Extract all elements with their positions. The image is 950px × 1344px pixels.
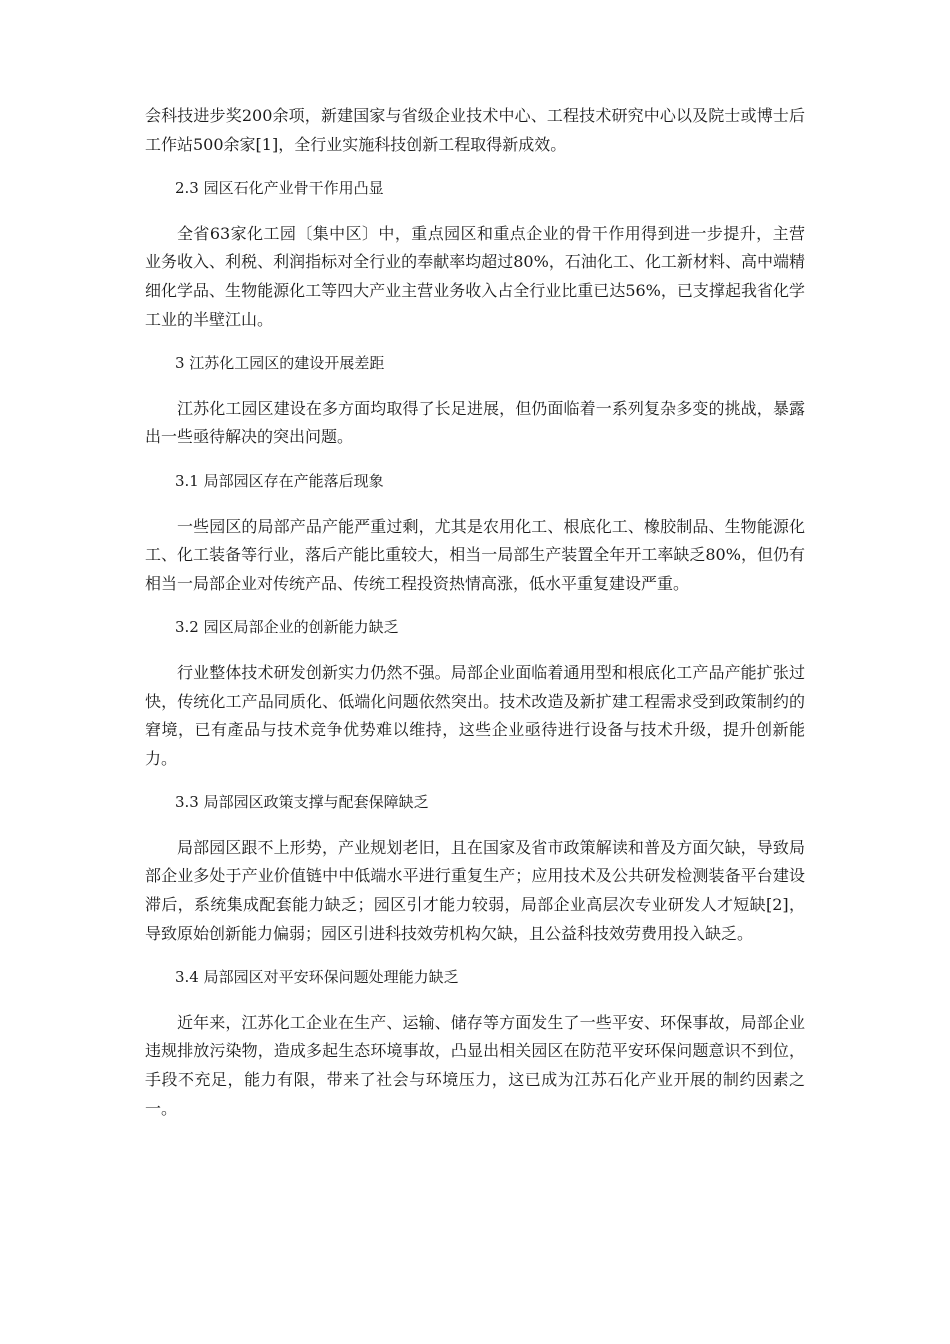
paragraph: 近年来，江苏化工企业在生产、运输、储存等方面发生了一些平安、环保事故，局部企业违规排放污染物，造成多起生态环境事故，凸显出相关园区在防范平安环保问题意识不到位，手段不充足，能力有限，带来了社会与环境压力，这已成为江苏石化产业开展的制约因素之一。 xyxy=(145,1012,805,1118)
section-heading-2-3: 2.3 园区石化产业骨干作用凸显 xyxy=(175,179,384,198)
section-heading-3-1: 3.1 局部园区存在产能落后现象 xyxy=(175,471,384,490)
section-heading-3-3: 3.3 局部园区政策支撑与配套保障缺乏 xyxy=(175,793,429,812)
paragraph: 行业整体技术研发创新实力仍然不强。局部企业面临着通用型和根底化工产品产能扩张过快，传统化工产品同质化、低端化问题依然突出。技术改造及新扩建工程需求受到政策制约的窘境，已有產品与技术竞争优势难以维持，这些企业亟待进行设备与技术升级，提升创新能力。 xyxy=(145,662,805,768)
paragraph: 江苏化工园区建设在多方面均取得了长足进展，但仍面临着一系列复杂多变的挑战，暴露出一些亟待解决的突出问题。 xyxy=(145,398,805,447)
section-heading-3-4: 3.4 局部园区对平安环保问题处理能力缺乏 xyxy=(175,968,459,987)
paragraph: 局部园区跟不上形势，产业规划老旧，且在国家及省市政策解读和普及方面欠缺，导致局部企业多处于产业价值链中中低端水平进行重复生产；应用技术及公共研发检测装备平台建设滞后，系统集成配套能力缺乏；园区引才能力较弱，局部企业高层次专业研发人才短缺[2]，导致原始创新能力偏弱；园区引进科技效劳机构欠缺，且公益科技效劳费用投入缺乏。 xyxy=(145,837,805,943)
section-heading-3-2: 3.2 园区局部企业的创新能力缺乏 xyxy=(175,618,399,637)
paragraph: 全省63家化工园〔集中区〕中，重点园区和重点企业的骨干作用得到进一步提升，主营业务收入、利税、利润指标对全行业的奉献率均超过80%，石油化工、化工新材料、高中端精细化学品、生物能源化工等四大产业主营业务收入占全行业比重已达56%，已支撑起我省化学工业的半壁江山。 xyxy=(145,223,805,329)
document-page xyxy=(145,102,805,1123)
section-heading-3: 3 江苏化工园区的建设开展差距 xyxy=(175,354,385,373)
paragraph: 一些园区的局部产品产能严重过剩，尤其是农用化工、根底化工、橡胶制品、生物能源化工、化工装备等行业，落后产能比重较大，相当一局部生产装置全年开工率缺乏80%，但仍有相当一局部企业对传统产品、传统工程投资热情高涨，低水平重复建设严重。 xyxy=(145,516,805,593)
paragraph-continuation: 会科技进步奖200余项，新建国家与省级企业技术中心、工程技术研究中心以及院士或博士后工作站500余家[1]，全行业实施科技创新工程取得新成效。 xyxy=(145,106,805,154)
